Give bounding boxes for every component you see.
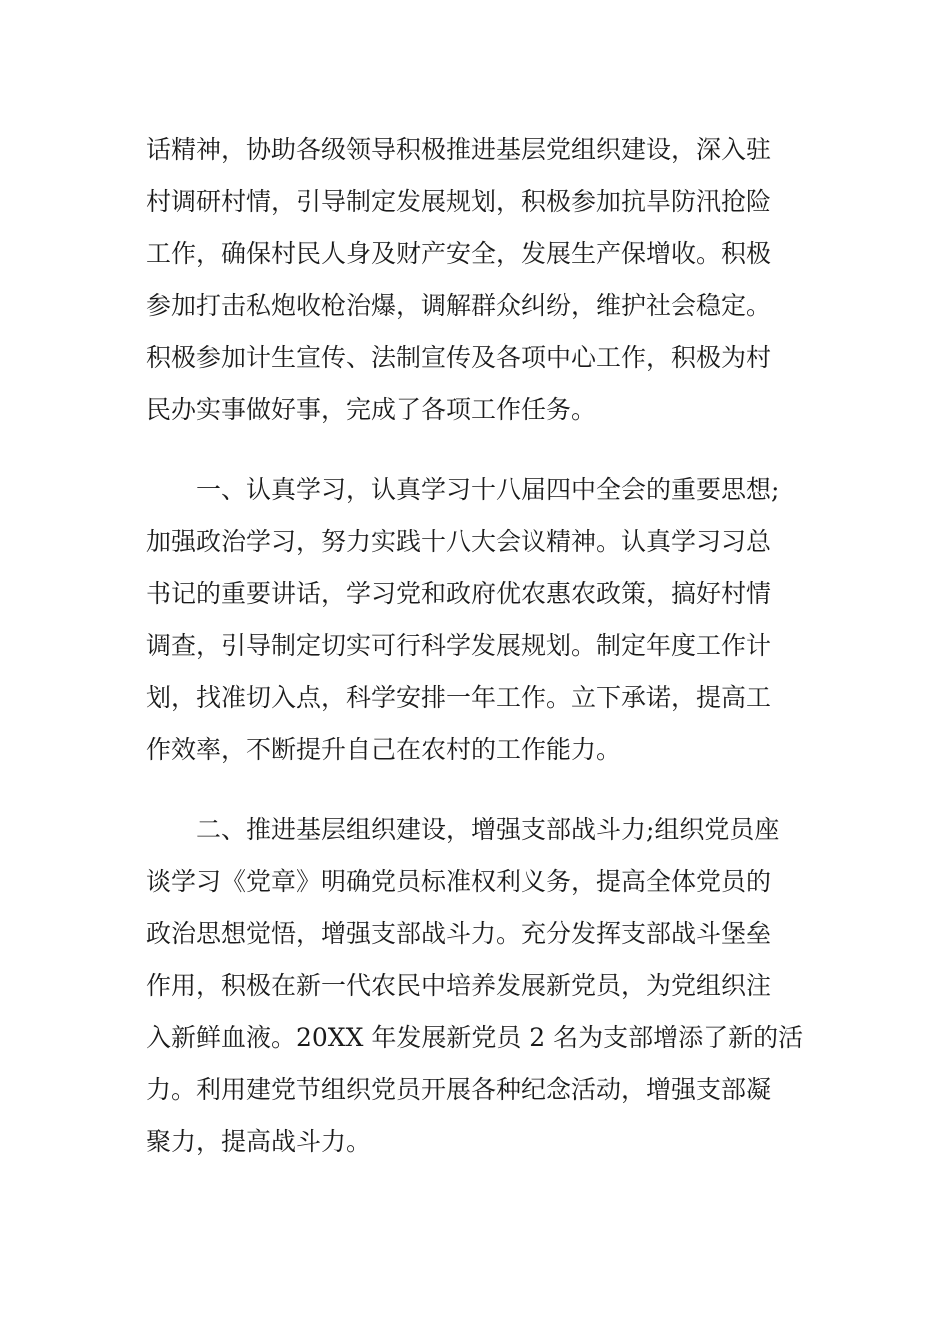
paragraph-1 xyxy=(146,124,796,436)
document-body xyxy=(146,124,804,1168)
text-line: 参加打击私炮收枪治爆，调解群众纠纷，维护社会稳定。 xyxy=(146,291,772,320)
text-line: 划，找准切入点，科学安排一年工作。立下承诺，提高工 xyxy=(146,683,772,712)
text-line: 谈学习《党章》明确党员标准权利义务，提高全体党员的 xyxy=(146,867,772,896)
text-line: 加强政治学习，努力实践十八大会议精神。认真学习习总 xyxy=(146,527,772,556)
text-line: 政治思想觉悟，增强支部战斗力。充分发挥支部战斗堡垒 xyxy=(146,919,772,948)
text-line: 工作，确保村民人身及财产安全，发展生产保增收。积极 xyxy=(146,239,772,268)
text-line: 入新鲜血液。20XX 年发展新党员 2 名为支部增添了新的活 xyxy=(146,1023,804,1052)
text-line: 民办实事做好事，完成了各项工作任务。 xyxy=(146,395,597,424)
text-line: 村调研村情，引导制定发展规划，积极参加抗旱防汛抢险 xyxy=(146,187,772,216)
text-line: 力。利用建党节组织党员开展各种纪念活动，增强支部凝 xyxy=(146,1075,772,1104)
text-line: 话精神，协助各级领导积极推进基层党组织建设，深入驻 xyxy=(146,135,772,164)
text-line: 聚力，提高战斗力。 xyxy=(146,1127,372,1156)
text-line: 一、认真学习，认真学习十八届四中全会的重要思想; xyxy=(196,475,780,504)
text-line: 作效率，不断提升自己在农村的工作能力。 xyxy=(146,735,622,764)
text-line: 积极参加计生宣传、法制宣传及各项中心工作，积极为村 xyxy=(146,343,772,372)
text-line: 作用，积极在新一代农民中培养发展新党员，为党组织注 xyxy=(146,971,772,1000)
paragraph-2 xyxy=(146,464,796,776)
text-line: 书记的重要讲话，学习党和政府优农惠农政策，搞好村情 xyxy=(146,579,772,608)
paragraph-3 xyxy=(146,804,804,1168)
text-line: 调查，引导制定切实可行科学发展规划。制定年度工作计 xyxy=(146,631,772,660)
text-line: 二、推进基层组织建设，增强支部战斗力;组织党员座 xyxy=(196,815,780,844)
